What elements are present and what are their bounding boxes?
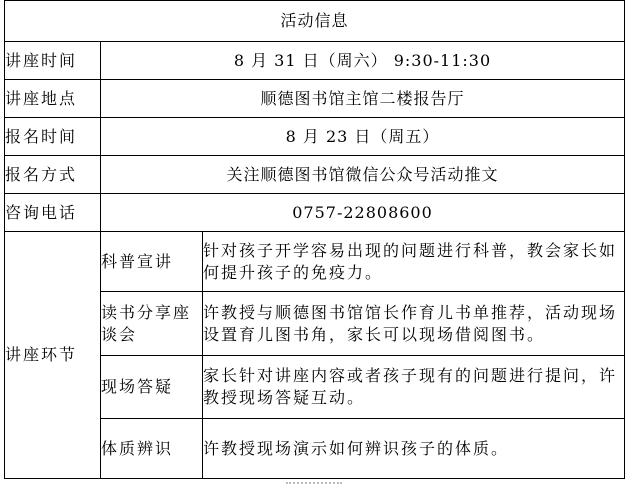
- table-row: [5, 42, 625, 80]
- page-break-mark: [286, 482, 342, 486]
- table-row: [5, 80, 625, 118]
- table-row: [5, 194, 625, 232]
- session-desc: 家长针对讲座内容或者孩子现有的问题进行提问，许教授现场答疑互动。: [203, 356, 625, 419]
- row-value-registration-method: 关注顺德图书馆微信公众号活动推文: [101, 156, 625, 194]
- row-label-registration-method: 报名方式: [5, 156, 101, 194]
- row-label-lecture-location: 讲座地点: [5, 80, 101, 118]
- session-name: 体质辨识: [101, 419, 203, 479]
- session-desc: 许教授与顺德图书馆馆长作育儿书单推荐，活动现场设置育儿图书角，家长可以现场借阅图书。: [203, 292, 625, 356]
- session-name: 现场答疑: [101, 356, 203, 419]
- row-label-lecture-time: 讲座时间: [5, 42, 101, 80]
- session-desc: 针对孩子开学容易出现的问题进行科普，教会家长如何提升孩子的免疫力。: [203, 232, 625, 292]
- table-title: 活动信息: [5, 1, 625, 42]
- sessions-label: 讲座环节: [5, 232, 101, 479]
- row-value-lecture-location: 顺德图书馆主馆二楼报告厅: [101, 80, 625, 118]
- session-name: 科普宣讲: [101, 232, 203, 292]
- row-label-consult-phone: 咨询电话: [5, 194, 101, 232]
- row-value-registration-time: 8 月 23 日（周五）: [101, 118, 625, 156]
- row-label-registration-time: 报名时间: [5, 118, 101, 156]
- row-value-consult-phone: 0757-22808600: [101, 194, 625, 232]
- row-value-lecture-time: 8 月 31 日（周六） 9:30-11:30: [101, 42, 625, 80]
- activity-info-table: [4, 0, 625, 479]
- table-row: [5, 156, 625, 194]
- table-row: [5, 232, 625, 292]
- session-name: 读书分享座谈会: [101, 292, 203, 356]
- session-desc: 许教授现场演示如何辨识孩子的体质。: [203, 419, 625, 479]
- table-row: [5, 118, 625, 156]
